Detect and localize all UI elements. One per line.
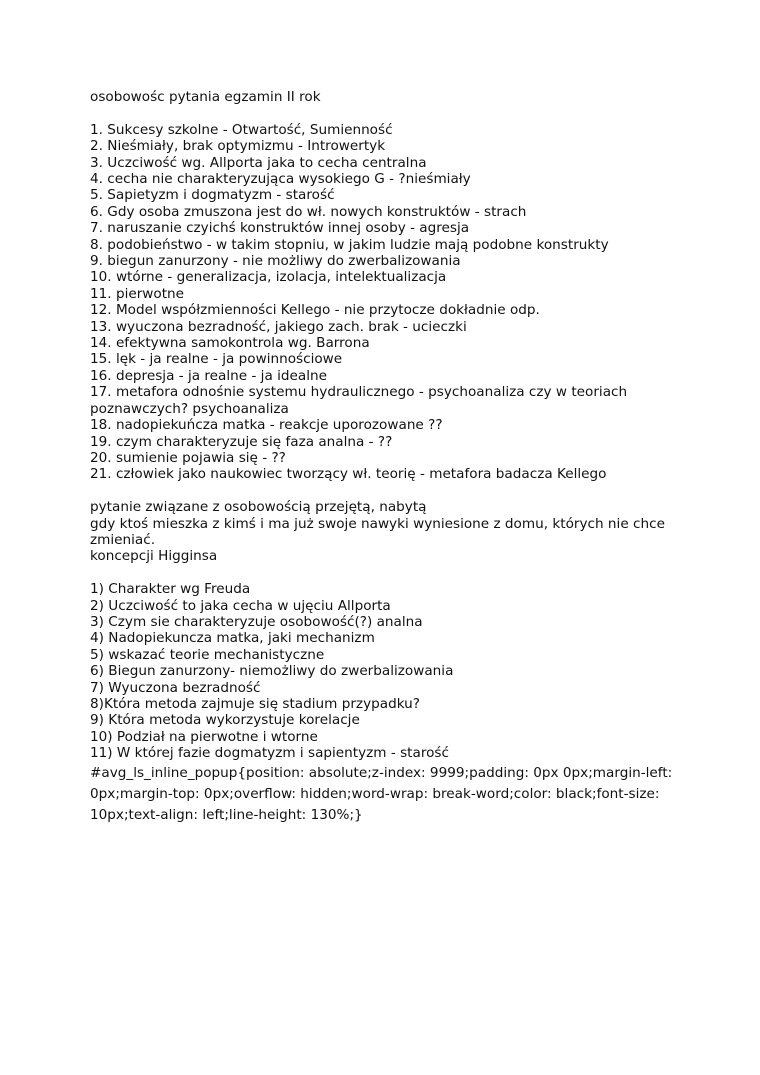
list-item: 8)Która metoda zajmuje się stadium przypadku? [90, 695, 420, 712]
list-item: 9. biegun zanurzony - nie możliwy do zwerbalizowania [90, 253, 461, 270]
list-item: 8. podobieństwo - w takim stopniu, w jakim ludzie mają podobne konstrukty [90, 236, 609, 253]
list-item: 11. pierwotne [90, 285, 185, 302]
paragraph-line: pytanie związane z osobowością przejętą, nabytą [90, 499, 427, 516]
list-item: 10. wtórne - generalizacja, izolacja, intelektualizacja [90, 269, 447, 286]
spacer [90, 105, 690, 121]
spacer [90, 483, 690, 499]
list-item: 18. nadopiekuńcza matka - reakcje uporozowane ?? [90, 417, 443, 434]
question-list-2 [90, 581, 690, 761]
list-item: 13. wyuczona bezradność, jakiego zach. brak - ucieczki [90, 318, 467, 335]
notes-paragraph [90, 499, 690, 565]
list-item: 3. Uczciwość wg. Allporta jaka to cecha centralna [90, 154, 427, 171]
list-item: 7) Wyuczona bezradność [90, 679, 261, 696]
css-code-text: #avg_ls_inline_popup{position: absolute;z-index: 9999;padding: 0px 0px;margin-left: 0px;margin-top: 0px;overflow: hidden;word-wrap: break-word;color: black;font-size: 10px;text-align: left;line-height: 130%;} [90, 764, 673, 823]
list-item: 1) Charakter wg Freuda [90, 581, 251, 598]
list-item: 5. Sapietyzm i dogmatyzm - starość [90, 187, 335, 204]
list-item: 5) wskazać teorie mechanistyczne [90, 646, 325, 663]
list-item: 6. Gdy osoba zmuszona jest do wł. nowych konstruktów - strach [90, 203, 527, 220]
list-item: 17. metafora odnośnie systemu hydraulicznego - psychoanaliza czy w teoriach poznawczych? psychoanaliza [90, 384, 628, 417]
list-item: 2. Nieśmiały, brak optymizmu - Introwertyk [90, 138, 386, 155]
list-item: 15. lęk - ja realne - ja powinnościowe [90, 351, 343, 368]
spacer [90, 565, 690, 581]
document-page [90, 89, 690, 826]
list-item: 3) Czym sie charakteryzuje osobowość(?) analna [90, 613, 423, 630]
list-item: 12. Model współzmienności Kellego - nie przytocze dokładnie odp. [90, 302, 540, 319]
list-item: 6) Biegun zanurzony- niemożliwy do zwerbalizowania [90, 663, 454, 680]
list-item: 4) Nadopiekuncza matka, jaki mechanizm [90, 630, 375, 647]
list-item: 2) Uczciwość to jaka cecha w ujęciu Allporta [90, 597, 391, 614]
list-item: 21. człowiek jako naukowiec tworzący wł. teorię - metafora badacza Kellego [90, 466, 607, 483]
list-item: 14. efektywna samokontrola wg. Barrona [90, 335, 370, 352]
list-item: 7. naruszanie czyichś konstruktów innej osoby - agresja [90, 220, 470, 237]
paragraph-line: gdy ktoś mieszka z kimś i ma już swoje nawyki wyniesione z domu, których nie chce zmieniać. [90, 515, 665, 548]
question-list-1 [90, 122, 690, 483]
document-title: osobowośc pytania egzamin II rok [90, 89, 321, 105]
list-item: 16. depresja - ja realne - ja idealne [90, 367, 327, 384]
list-item: 11) W której fazie dogmatyzm i sapientyzm - starość [90, 745, 449, 762]
list-item: 19. czym charakteryzuje się faza analna - ?? [90, 433, 393, 450]
list-item: 20. sumienie pojawia się - ?? [90, 449, 286, 466]
list-item: 9) Która metoda wykorzystuje korelacje [90, 712, 360, 729]
list-item: 4. cecha nie charakteryzująca wysokiego G - ?nieśmiały [90, 171, 471, 188]
list-item: 1. Sukcesy szkolne - Otwartość, Sumienność [90, 121, 393, 138]
list-item: 10) Podział na pierwotne i wtorne [90, 728, 318, 745]
paragraph-line: koncepcji Higginsa [90, 548, 218, 565]
